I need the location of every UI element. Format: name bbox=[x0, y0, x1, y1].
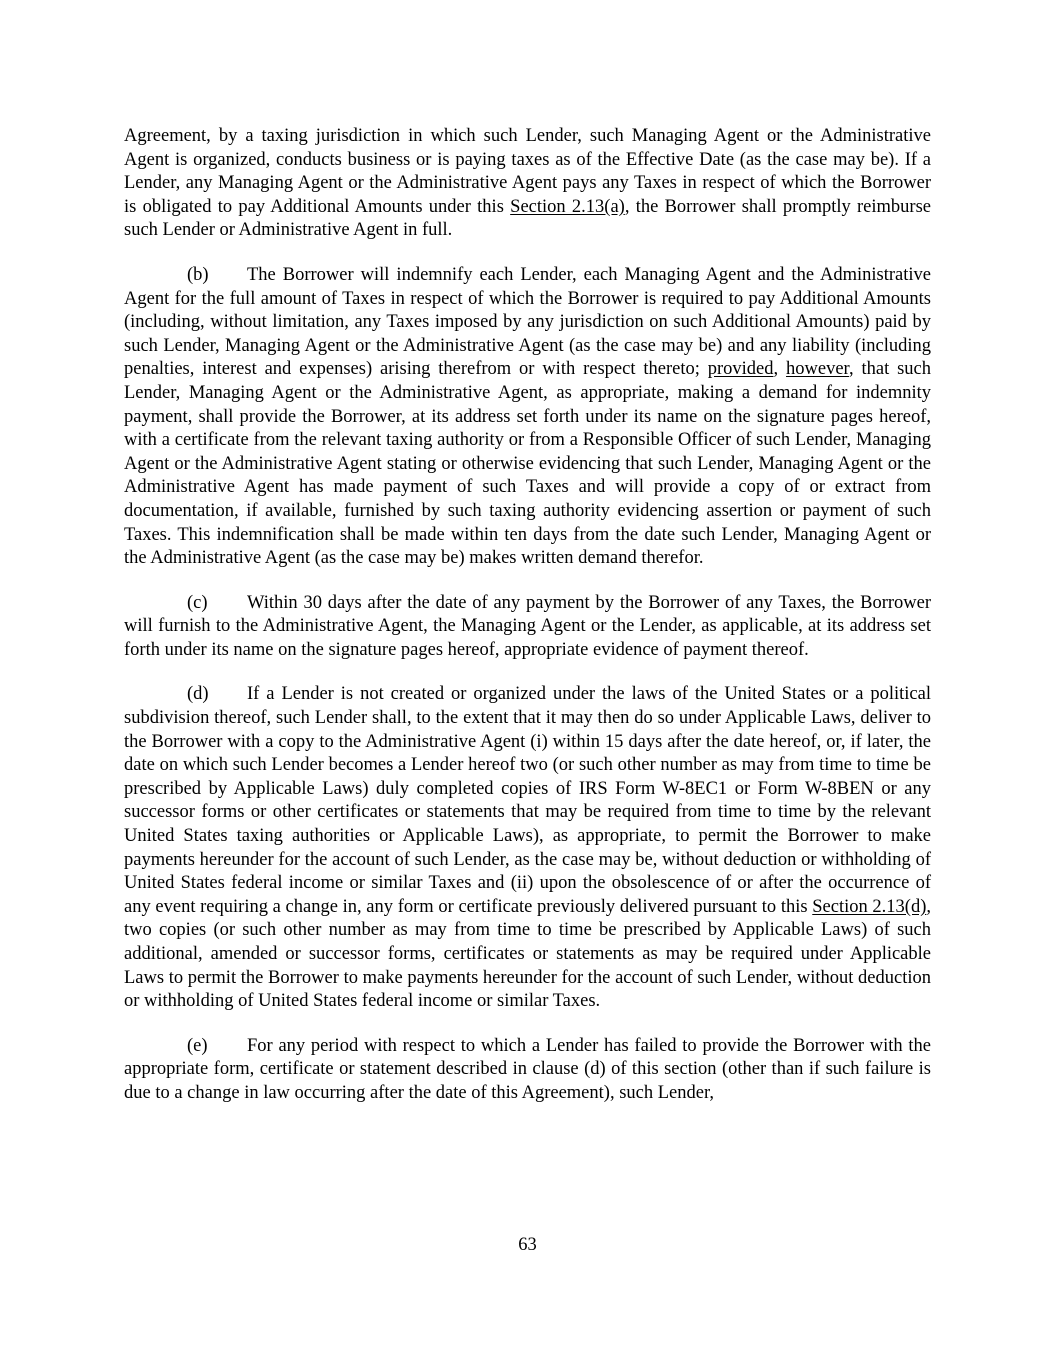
section-reference-2-13-d: Section 2.13(d) bbox=[812, 896, 927, 917]
separator: , bbox=[773, 359, 787, 380]
section-reference-2-13-a: Section 2.13(a) bbox=[510, 196, 625, 217]
clause-label-d: (d) bbox=[187, 684, 209, 705]
paragraph-d bbox=[124, 683, 931, 1013]
clause-label-b: (b) bbox=[187, 264, 209, 285]
paragraph-text: If a Lender is not created or organized under the laws of the United States or a political subdivision thereof, such Lender shall, to the extent that it may then do so under Applicable Laws, deliver to the Borrower with a copy to the Administrative Agent (i) within 15 days after the date hereof, or, if later, the date on which such Lender becomes a Lender hereof two (or such other number as may from time to time be prescribed by Applicable Laws) duly completed copies of IRS Form W-8EC1 or Form W-8BEN or any successor forms or other certificates or statements that may be required from time to time by the relevant United States taxing authorities or Applicable Laws), as appropriate, to permit the Borrower to make payments hereunder for the account of such Lender, as the case may be, without deduction or withholding of United States federal income or similar Taxes and (ii) upon the obsolescence of or after the occurrence of any event requiring a change in, any form or certificate previously delivered pursuant to this bbox=[124, 684, 931, 917]
paragraph-text: , the Borrower shall promptly reimburse such Lender or Administrative Agent in full. bbox=[124, 196, 931, 241]
paragraph-c bbox=[124, 592, 931, 663]
page-number: 63 bbox=[518, 1235, 537, 1255]
paragraph-text: , that such Lender, Managing Agent or the Administrative Agent, as appropriate, making a demand for indemnity payment, shall provide the Borrower, at its address set forth under its name on the signature pages hereof, with a certificate from the relevant taxing authority or from a Responsible Officer of such Lender, Managing Agent or the Administrative Agent stating or otherwise evidencing that such Lender, Managing Agent or the Administrative Agent has made payment of such Taxes and will provide a copy of or extract from documentation, if available, furnished by such taxing authority evidencing assertion or payment of such Taxes. This indemnification shall be made within ten days from the date such Lender, Managing Agent or the Administrative Agent (as the case may be) makes written demand therefor. bbox=[124, 359, 932, 569]
document-body bbox=[124, 125, 931, 1106]
term-however: however bbox=[786, 359, 849, 380]
clause-label-c: (c) bbox=[187, 592, 208, 613]
paragraph-b bbox=[124, 264, 931, 571]
paragraph-text: , two copies (or such other number as may from time to time be prescribed by Applicable Laws) of such additional, amended or successor forms, certificates or statements as may be required under Applicable Laws to permit the Borrower to make payments hereunder for the account of such Lender, without deduction or withholding of United States federal income or similar Taxes. bbox=[124, 896, 931, 1012]
paragraph-continuation bbox=[124, 125, 931, 243]
paragraph-text: The Borrower will indemnify each Lender, each Managing Agent and the Administrative Agent for the full amount of Taxes in respect of which the Borrower is required to pay Additional Amounts (including, without limitation, any Taxes imposed by any jurisdiction on such Additional Amounts) paid by such Lender, Managing Agent or the Administrative Agent (as the case may be) and any liability (including penalties, interest and expenses) arising therefrom or with respect thereto; bbox=[124, 264, 931, 380]
paragraph-text: For any period with respect to which a Lender has failed to provide the Borrower with the appropriate form, certificate or statement described in clause (d) of this section (other than if such failure is due to a change in law occurring after the date of this Agreement), such Lender, bbox=[124, 1035, 931, 1103]
paragraph-e bbox=[124, 1035, 931, 1106]
paragraph-text: Agreement, by a taxing jurisdiction in which such Lender, such Managing Agent or the Administrative Agent is organized, conducts business or is paying taxes as of the Effective Date (as the case may be). If a Lender, any Managing Agent or the Administrative Agent pays any Taxes in respect of which the Borrower is obligated to pay Additional Amounts under this bbox=[124, 126, 931, 217]
term-provided: provided bbox=[707, 359, 774, 380]
clause-label-e: (e) bbox=[187, 1035, 208, 1056]
paragraph-text: Within 30 days after the date of any payment by the Borrower of any Taxes, the Borrower will furnish to the Administrative Agent, the Managing Agent or the Lender, as applicable, at its address set forth under its name on the signature pages hereof, appropriate evidence of payment thereof. bbox=[124, 592, 931, 660]
